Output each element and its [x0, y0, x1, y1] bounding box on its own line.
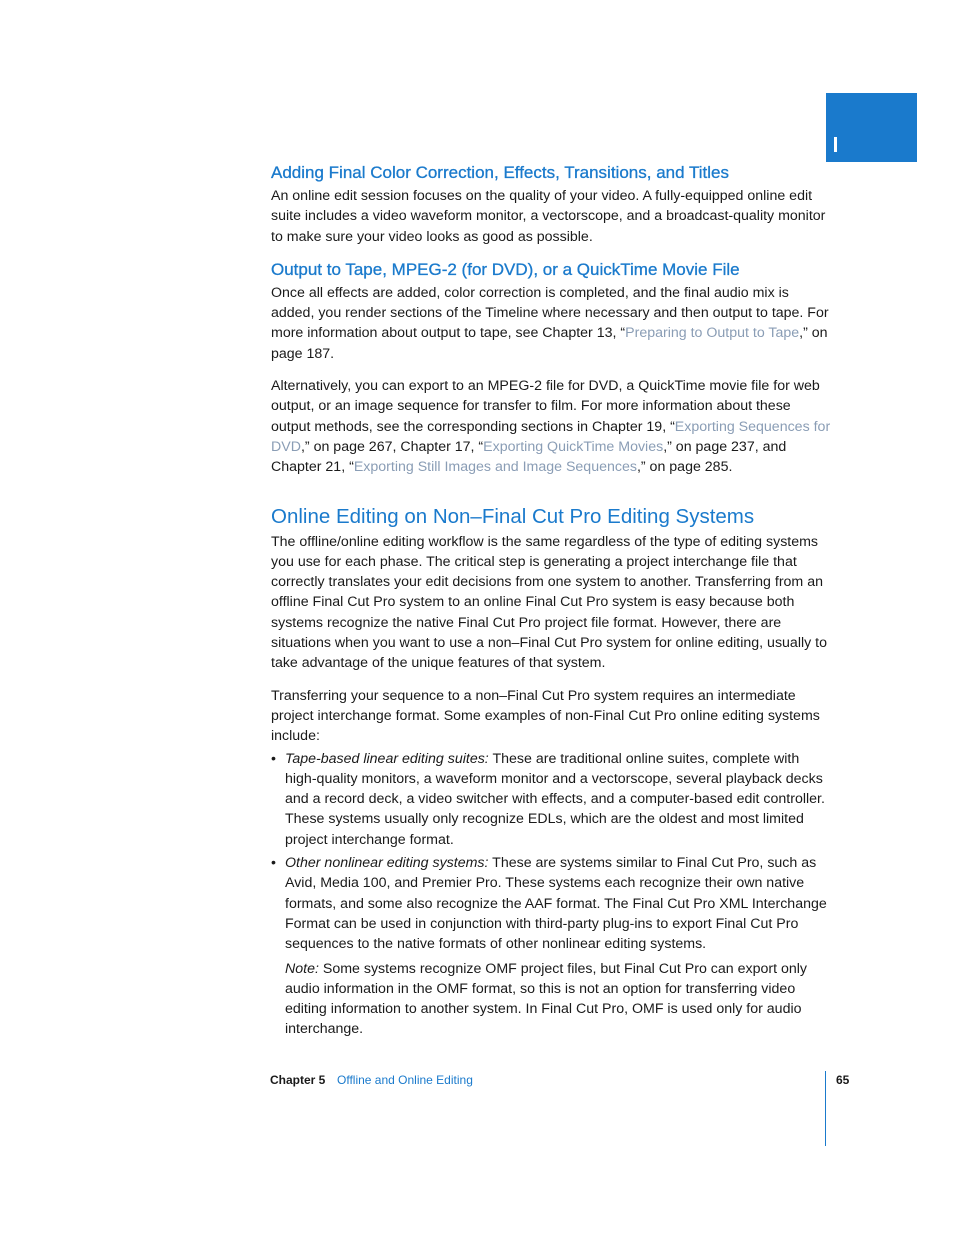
chapter-tab-mark [834, 137, 837, 152]
section-body-output-2 [271, 376, 831, 477]
list-item-term: Other nonlinear editing systems: [285, 855, 489, 872]
link-exporting-still-images[interactable]: Exporting Still Images and Image Sequences [353, 459, 637, 476]
bullet-icon: • [271, 750, 276, 767]
text-run: Alternatively, you can export to an MPEG-2 file for DVD, a QuickTime movie file for web output, or an image sequence for transfer to film. For more information about these output methods, see the corresponding sections in Chapter 19, “ [271, 378, 820, 435]
text-run: Once all effects are added, color correction is completed, and the final audio mix is added, you render sections of the Timeline where necessary and then output to tape. For more information about output to tape, see Chapter 13, “ [271, 284, 829, 342]
note-label: Note: [285, 960, 319, 977]
page-content [271, 160, 831, 1040]
chapter-tab [826, 93, 917, 162]
link-exporting-sequences-dvd[interactable]: Exporting Sequences for DVD [271, 418, 831, 455]
text-run: ,” on page 285. [636, 459, 733, 476]
link-exporting-quicktime-movies[interactable]: Exporting QuickTime Movies [483, 438, 664, 455]
section-heading-output: Output to Tape, MPEG-2 (for DVD), or a QuickTime Movie File [271, 259, 740, 279]
footer-chapter-label: Chapter 5 [270, 1073, 326, 1087]
section-heading-non-fcp: Online Editing on Non–Final Cut Pro Editing Systems [271, 504, 755, 528]
section-body-output-1 [271, 283, 831, 364]
list-item [271, 749, 831, 850]
footer-divider [825, 1071, 826, 1146]
system-list [271, 749, 831, 955]
list-item-term: Tape-based linear editing suites: [285, 750, 489, 767]
note-paragraph [271, 959, 831, 1040]
text-run: ,” on page 237, and Chapter 21, “ [271, 438, 787, 476]
list-item-text: These are systems similar to Final Cut Pro, such as Avid, Media 100, and Premier Pro. These systems each recognize their own native formats, and some also recognize the AAF format. The Final Cut Pro XML Interchange Format can be used in conjunction with third-party plug-ins to export Final Cut Pro sequences to the native formats of other nonlinear editing systems. [285, 855, 827, 953]
footer-page-number: 65 [836, 1073, 850, 1087]
section-body-color-correction: An online edit session focuses on the quality of your video. A fully-equipped online edit suite includes a video waveform monitor, a vectorscope, and a broadcast-quality monitor to make sure your video looks as good as possible. [271, 188, 826, 245]
section-body-non-fcp-2: Transferring your sequence to a non–Final Cut Pro system requires an intermediate project interchange format. Some examples of non-Final Cut Pro online editing systems include: [271, 687, 820, 745]
footer-chapter-title: Offline and Online Editing [337, 1073, 473, 1087]
section-heading-color-correction: Adding Final Color Correction, Effects, Transitions, and Titles [271, 163, 729, 182]
text-run: ,” on page 187. [271, 325, 828, 362]
list-item-text: These are traditional online suites, complete with high-quality monitors, a waveform monitor and a vectorscope, several playback decks and a record deck, a video switcher with effects, and a computer-based edit controller. These systems usually only recognize EDLs, which are the oldest and most limited project interchange format. [285, 750, 825, 848]
text-run: ,” on page 267, Chapter 17, “ [300, 438, 484, 455]
link-preparing-to-output[interactable]: Preparing to Output to Tape [625, 325, 800, 342]
section-body-non-fcp-1: The offline/online editing workflow is the same regardless of the type of editing systems you use for each phase. The critical step is generating a project interchange file that correctly translates your edit decisions from one system to another. Transferring from an offline Final Cut Pro system to an online Final Cut Pro system is easy because both systems recognize the native Final Cut Pro project file format. However, there are situations when you want to use a non–Final Cut Pro system for online editing, usually to take advantage of the unique features of that system. [271, 533, 827, 672]
bullet-icon: • [271, 855, 276, 872]
list-item [271, 853, 831, 954]
note-text: Some systems recognize OMF project files, but Final Cut Pro can export only audio information in the OMF format, so this is not an option for transferring video editing information to another system. In Final Cut Pro, OMF is used only for audio interchange. [285, 960, 808, 1038]
